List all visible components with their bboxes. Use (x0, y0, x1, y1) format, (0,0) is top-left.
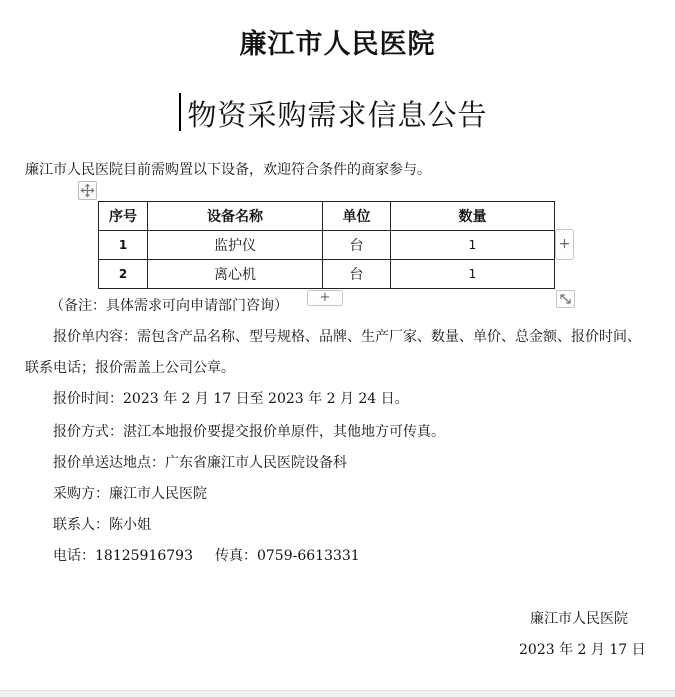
cell-name: 离心机 (148, 260, 323, 289)
phone-number: 电话：18125916793 (53, 548, 193, 564)
window-bottom-strip (0, 690, 675, 697)
quote-content-line2: 联系电话；报价需盖上公司公章。 (25, 360, 235, 376)
resize-diagonal-icon (557, 291, 574, 307)
cell-no: 2 (99, 260, 148, 289)
table-row (99, 231, 555, 260)
intro-paragraph: 廉江市人民医院目前需购置以下设备，欢迎符合条件的商家参与。 (25, 162, 431, 178)
document-title: 廉江市人民医院 (239, 29, 436, 60)
table-move-handle[interactable] (78, 181, 97, 200)
phone-fax-line (53, 545, 360, 565)
cell-unit: 台 (323, 260, 391, 289)
contact-person: 联系人：陈小姐 (53, 517, 151, 533)
quote-method: 报价方式：湛江本地报价要提交报价单原件，其他地方可传真。 (53, 424, 445, 440)
table-header-row (99, 202, 555, 231)
move-arrows-icon (79, 182, 96, 199)
note-text: （备注：具体需求可向申请部门咨询） (50, 298, 288, 314)
buyer-info: 采购方：廉江市人民医院 (53, 486, 207, 502)
text-cursor (179, 93, 181, 131)
delivery-place: 报价单送达地点：广东省廉江市人民医院设备科 (53, 455, 347, 471)
cell-no: 1 (99, 231, 148, 260)
add-row-button[interactable]: + (307, 290, 343, 306)
cell-qty: 1 (391, 260, 555, 289)
cell-qty: 1 (391, 231, 555, 260)
table-row (99, 260, 555, 289)
signature-organization: 廉江市人民医院 (530, 611, 628, 627)
quote-content-line1: 报价单内容：需包含产品名称、型号规格、品牌、生产厂家、数量、单价、总金额、报价时间、 (53, 329, 641, 345)
header-name: 设备名称 (148, 202, 323, 231)
cell-unit: 台 (323, 231, 391, 260)
table-resize-handle[interactable] (556, 290, 575, 308)
equipment-table (98, 201, 555, 289)
fax-number: 传真：0759-6613331 (214, 548, 360, 564)
cell-name: 监护仪 (148, 231, 323, 260)
header-unit: 单位 (323, 202, 391, 231)
signature-date: 2023 年 2 月 17 日 (519, 642, 646, 658)
header-qty: 数量 (391, 202, 555, 231)
header-no: 序号 (99, 202, 148, 231)
document-subtitle: 物资采购需求信息公告 (187, 98, 488, 132)
add-column-button[interactable]: + (555, 229, 574, 260)
quote-time: 报价时间：2023 年 2 月 17 日至 2023 年 2 月 24 日。 (53, 391, 409, 407)
